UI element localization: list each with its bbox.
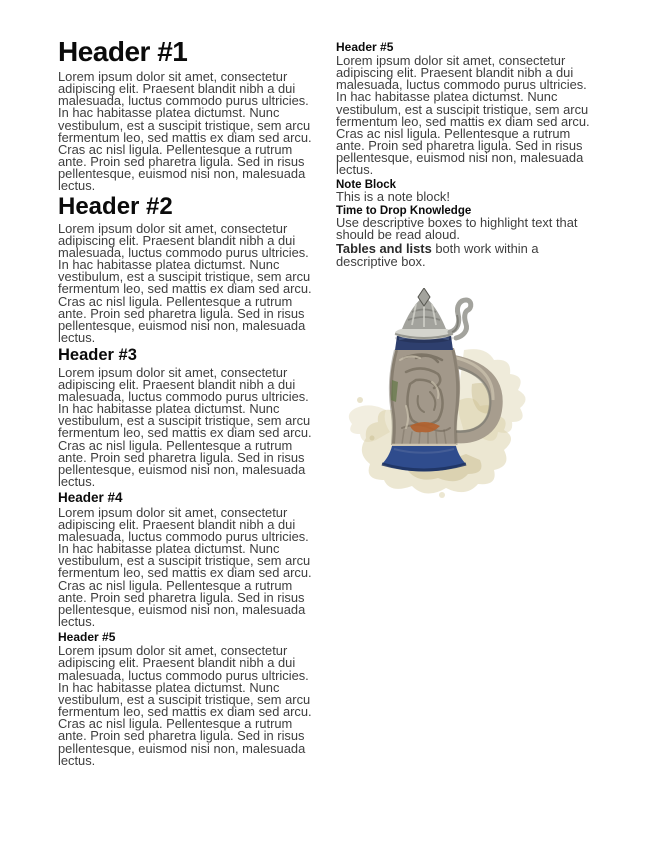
stein-body [390, 348, 460, 446]
two-column-layout [58, 38, 652, 769]
note-block-text: This is a note block! [336, 188, 450, 204]
thumb-lever [450, 300, 471, 338]
right-column [336, 38, 594, 769]
paragraph-lorem: Lorem ipsum dolor sit amet, consectetur adipiscing elit. Praesent blandit nibh a dui malesuada, luctus commodo purus ultricies. In hac habitasse platea dictumst. Nunc vestibulum, est a suscipit tristique, sem arcu fermentum leo, sed mattis ex diam sed arcu. Cras ac nisl ligula. Pellentesque a rutrum ante. Proin sed pharetra ligula. Sed in risus pellentesque, euismod nisi non, malesuada lectus. [58, 643, 312, 768]
heading-2: Header #2 [58, 192, 173, 220]
phrase-rest: both work within a descriptive box. [336, 241, 539, 269]
heading-5-right: Header #5 [336, 40, 394, 54]
paragraph-lorem: Lorem ipsum dolor sit amet, consectetur adipiscing elit. Praesent blandit nibh a dui malesuada, luctus commodo purus ultricies. In hac habitasse platea dictumst. Nunc vestibulum, est a suscipit tristique, sem arcu fermentum leo, sed mattis ex diam sed arcu. Cras ac nisl ligula. Pellentesque a rutrum ante. Proin sed pharetra ligula. Sed in risus pellentesque, euismod nisi non, malesuada lectus. [336, 53, 590, 178]
paragraph-lorem: Lorem ipsum dolor sit amet, consectetur adipiscing elit. Praesent blandit nibh a dui malesuada, luctus commodo purus ultricies. In hac habitasse platea dictumst. Nunc vestibulum, est a suscipit tristique, sem arcu fermentum leo, sed mattis ex diam sed arcu. Cras ac nisl ligula. Pellentesque a rutrum ante. Proin sed pharetra ligula. Sed in risus pellentesque, euismod nisi non, malesuada lectus. [58, 504, 312, 630]
paragraph-lorem: Lorem ipsum dolor sit amet, consectetur adipiscing elit. Praesent blandit nibh a dui malesuada, luctus commodo purus ultricies. In hac habitasse platea dictumst. Nunc vestibulum, est a suscipit tristique, sem arcu fermentum leo, sed mattis ex diam sed arcu. Cras ac nisl ligula. Pellentesque a rutrum ante. Proin sed pharetra ligula. Sed in risus pellentesque, euismod nisi non, malesuada lectus. [58, 69, 312, 194]
beer-stein-image [346, 288, 536, 500]
knowledge-label: Time to Drop Knowledge [336, 204, 472, 217]
beer-stein-svg [346, 288, 536, 500]
knowledge-text: Use descriptive boxes to highlight text that should be read aloud. [336, 215, 578, 243]
left-column [58, 38, 316, 769]
heading-1: Header #1 [58, 36, 188, 67]
heading-3: Header #3 [58, 346, 137, 365]
heading-5: Header #5 [58, 630, 116, 645]
pewter-lid [395, 288, 453, 343]
note-block-label: Note Block [336, 178, 397, 191]
heading-4: Header #4 [58, 490, 123, 506]
bold-phrase: Tables and lists [336, 241, 432, 257]
paragraph-lorem: Lorem ipsum dolor sit amet, consectetur adipiscing elit. Praesent blandit nibh a dui malesuada, luctus commodo purus ultricies. In hac habitasse platea dictumst. Nunc vestibulum, est a suscipit tristique, sem arcu fermentum leo, sed mattis ex diam sed arcu. Cras ac nisl ligula. Pellentesque a rutrum ante. Proin sed pharetra ligula. Sed in risus pellentesque, euismod nisi non, malesuada lectus. [58, 364, 312, 490]
blue-base [382, 445, 466, 472]
paragraph-lorem: Lorem ipsum dolor sit amet, consectetur adipiscing elit. Praesent blandit nibh a dui malesuada, luctus commodo purus ultricies. In hac habitasse platea dictumst. Nunc vestibulum, est a suscipit tristique, sem arcu fermentum leo, sed mattis ex diam sed arcu. Cras ac nisl ligula. Pellentesque a rutrum ante. Proin sed pharetra ligula. Sed in risus pellentesque, euismod nisi non, malesuada lectus. [58, 220, 312, 345]
knowledge-text-2 [336, 243, 594, 267]
